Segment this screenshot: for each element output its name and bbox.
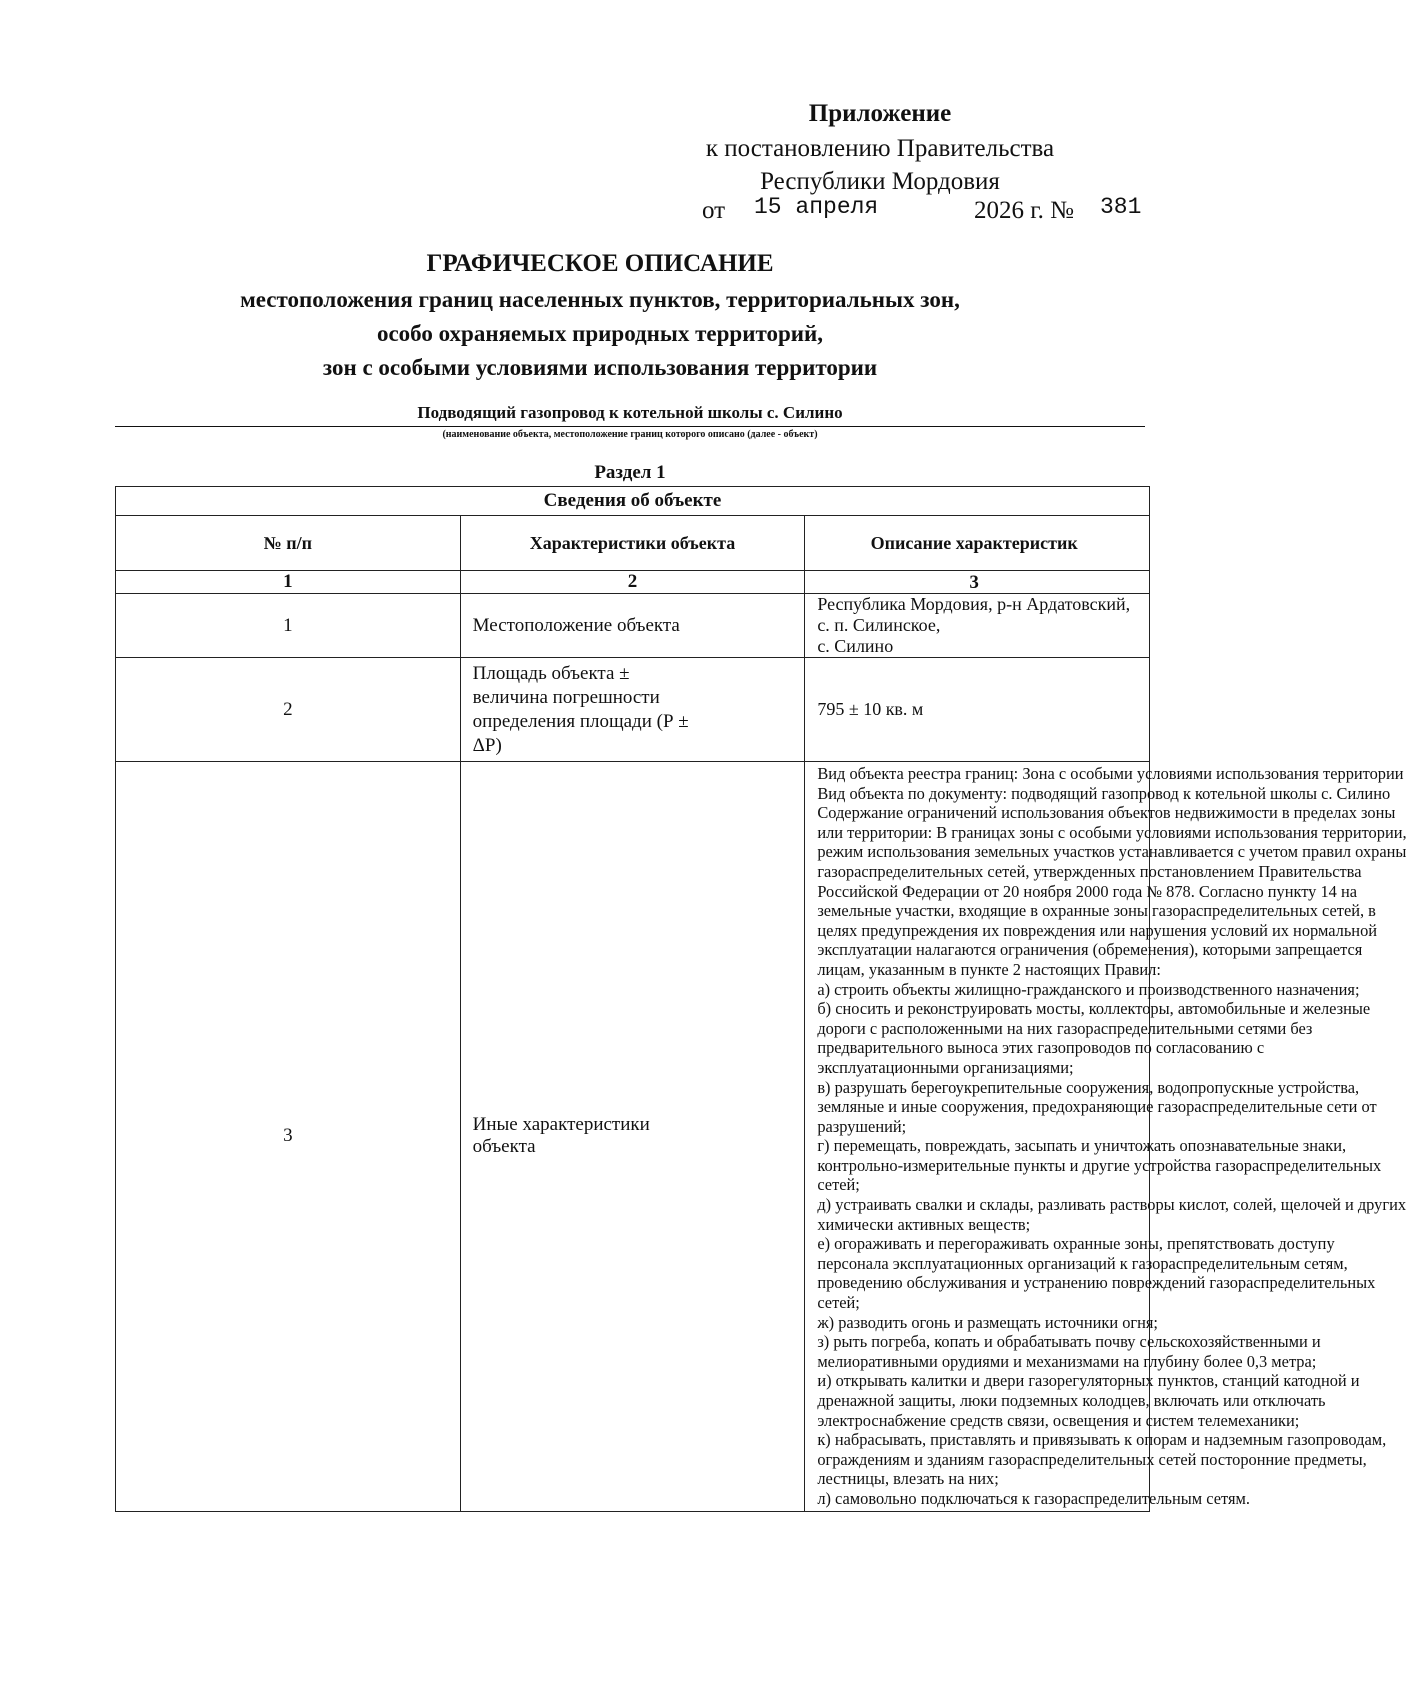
table-row bbox=[116, 658, 1150, 762]
description-line: Вид объекта по документу: подводящий газопровод к котельной школы с. Силино bbox=[817, 783, 1391, 803]
column-number: 2 bbox=[460, 571, 805, 594]
object-info-table bbox=[115, 486, 1407, 1512]
description-line: режим использования земельных участков устанавливается с учетом правил охраны bbox=[817, 842, 1407, 862]
description-line: Содержание ограничений использования объектов недвижимости в пределах зоны bbox=[817, 803, 1396, 823]
description-line: л) самовольно подключаться к газораспределительным сетям. bbox=[817, 1488, 1250, 1508]
characteristic-line: величина погрешности bbox=[472, 686, 660, 708]
description-line: проведению обслуживания и устранению повреждений газораспределительных bbox=[817, 1273, 1376, 1293]
column-number-row bbox=[116, 571, 1150, 594]
description-line: ограждениям и зданиям газораспределительных сетей посторонние предметы, bbox=[817, 1449, 1367, 1469]
description-line: г) перемещать, повреждать, засыпать и уничтожать опознавательные знаки, bbox=[817, 1136, 1347, 1156]
description-line: ж) разводить огонь и размещать источники огня; bbox=[817, 1312, 1158, 1332]
description-line: земляные и иные сооружения, предохраняющие газораспределительные сети от bbox=[817, 1097, 1377, 1117]
description-line: Республика Мордовия, р-н Ардатовский, с. п. Силинское, bbox=[817, 594, 1131, 635]
description-line: эксплуатационными организациями; bbox=[817, 1057, 1074, 1077]
description-line: к) набрасывать, приставлять и привязывать к опорам и надземным газопроводам, bbox=[817, 1430, 1387, 1450]
characteristic-line: определения площади (Р ± bbox=[472, 710, 689, 732]
description-line: дороги с расположенными на них газораспределительными сетями без bbox=[817, 1018, 1313, 1038]
description-line: земельные участки, входящие в охранные зоны газораспределительных сетей, в bbox=[817, 901, 1376, 921]
table-title-row bbox=[116, 487, 1150, 516]
row-description: 795 ± 10 кв. м bbox=[805, 658, 1150, 762]
description-line: з) рыть погреба, копать и обрабатывать почву сельскохозяйственными и bbox=[817, 1332, 1321, 1352]
description-line: контрольно-измерительные пункты и другие устройства газораспределительных bbox=[817, 1155, 1382, 1175]
object-name: Подводящий газопровод к котельной школы с. Силино bbox=[417, 403, 843, 422]
row-characteristic bbox=[460, 762, 805, 1512]
row-characteristic: Местоположение объекта bbox=[460, 594, 805, 658]
object-name-underline bbox=[115, 426, 1145, 427]
row-description bbox=[805, 762, 1407, 1512]
description-line: лицам, указанным в пункте 2 настоящих Правил: bbox=[817, 959, 1161, 979]
date-prefix: от bbox=[702, 197, 726, 224]
row-number: 3 bbox=[116, 762, 461, 1512]
row-number: 2 bbox=[116, 658, 461, 762]
description-line: разрушений; bbox=[817, 1116, 907, 1136]
subtitle-line: местоположения границ населенных пунктов, территориальных зон, bbox=[240, 287, 960, 312]
description-line: с. Силино bbox=[817, 636, 894, 656]
section-title: Раздел 1 bbox=[594, 462, 666, 483]
description-line: газораспределительных сетей, утвержденных постановлением Правительства bbox=[817, 861, 1362, 881]
description-line: Российской Федерации от 20 ноября 2000 года № 878. Согласно пункту 14 на bbox=[817, 881, 1358, 901]
characteristic-line: Иные характеристики bbox=[472, 1114, 650, 1136]
characteristic-line: объекта bbox=[472, 1136, 536, 1158]
description-line: лестницы, влезать на них; bbox=[817, 1469, 999, 1489]
row-number: 1 bbox=[116, 594, 461, 658]
table-row bbox=[116, 594, 1150, 658]
subtitle-line: зон с особыми условиями использования территории bbox=[322, 355, 878, 380]
description-line: персонала эксплуатационных организаций к газораспределительным сетям, bbox=[817, 1253, 1348, 1273]
description-line: в) разрушать берегоукрепительные сооружения, водопропускные устройства, bbox=[817, 1077, 1360, 1097]
subtitle-line: особо охраняемых природных территорий, bbox=[376, 321, 824, 346]
characteristic-line: ΔР) bbox=[472, 734, 502, 756]
description-line: и) открывать калитки и двери газорегуляторных пунктов, станций катодной и bbox=[817, 1371, 1360, 1391]
description-line: е) огораживать и перегораживать охранные зоны, препятствовать доступу bbox=[817, 1234, 1335, 1254]
description-line: электроснабжение средств связи, освещения и систем телемеханики; bbox=[817, 1410, 1300, 1430]
description-line: предварительного выноса этих газопроводов по согласованию с bbox=[817, 1038, 1265, 1058]
description-line: дренажной защиты, люки подземных колодцев, включать или отключать bbox=[817, 1391, 1326, 1410]
description-line: или территории: В границах зоны с особыми условиями использования территории, bbox=[817, 822, 1407, 842]
table-row bbox=[116, 762, 1150, 1512]
description-line: мелиоративными орудиями и механизмами на глубину более 0,3 метра; bbox=[817, 1351, 1317, 1371]
column-number: 1 bbox=[116, 571, 461, 594]
appendix-line-2: Республики Мордовия bbox=[760, 168, 1000, 195]
appendix-line-1: к постановлению Правительства bbox=[705, 135, 1055, 162]
table-header-row bbox=[116, 516, 1150, 571]
description-line: Вид объекта реестра границ: Зона с особыми условиями использования территории bbox=[817, 764, 1404, 783]
description-line: химически активных веществ; bbox=[817, 1214, 1031, 1234]
characteristic-line: Площадь объекта ± bbox=[472, 662, 630, 684]
document-subtitle bbox=[80, 283, 1120, 385]
object-caption: (наименование объекта, местоположение границ которого описано (далее - объект) bbox=[442, 429, 818, 440]
header-description: Описание характеристик bbox=[805, 516, 1150, 571]
header-characteristic: Характеристики объекта bbox=[460, 516, 805, 571]
resolution-date: 15 апреля bbox=[754, 194, 879, 220]
appendix-block bbox=[640, 96, 1120, 198]
description-line: целях предупреждения их повреждения или нарушения условий их нормальной bbox=[817, 920, 1378, 940]
header-number: № п/п bbox=[116, 516, 461, 571]
description-line: сетей; bbox=[817, 1175, 860, 1195]
resolution-number: 381 bbox=[1100, 194, 1142, 220]
description-line: эксплуатации налагаются ограничения (обременения), которыми запрещается bbox=[817, 940, 1363, 960]
table-title: Сведения об объекте bbox=[116, 487, 1150, 516]
appendix-title: Приложение bbox=[808, 100, 952, 127]
description-line: сетей; bbox=[817, 1293, 860, 1313]
description-line: д) устраивать свалки и склады, разливать растворы кислот, солей, щелочей и других bbox=[817, 1195, 1407, 1215]
description-line: б) сносить и реконструировать мосты, коллекторы, автомобильные и железные bbox=[817, 999, 1371, 1019]
column-number: 3 bbox=[805, 571, 1150, 594]
description-line: а) строить объекты жилищно-гражданского и производственного назначения; bbox=[817, 979, 1360, 999]
row-description bbox=[805, 594, 1150, 658]
resolution-year: 2026 г. № bbox=[974, 197, 1075, 224]
row-characteristic bbox=[460, 658, 805, 762]
document-title: ГРАФИЧЕСКОЕ ОПИСАНИЕ bbox=[426, 250, 774, 277]
